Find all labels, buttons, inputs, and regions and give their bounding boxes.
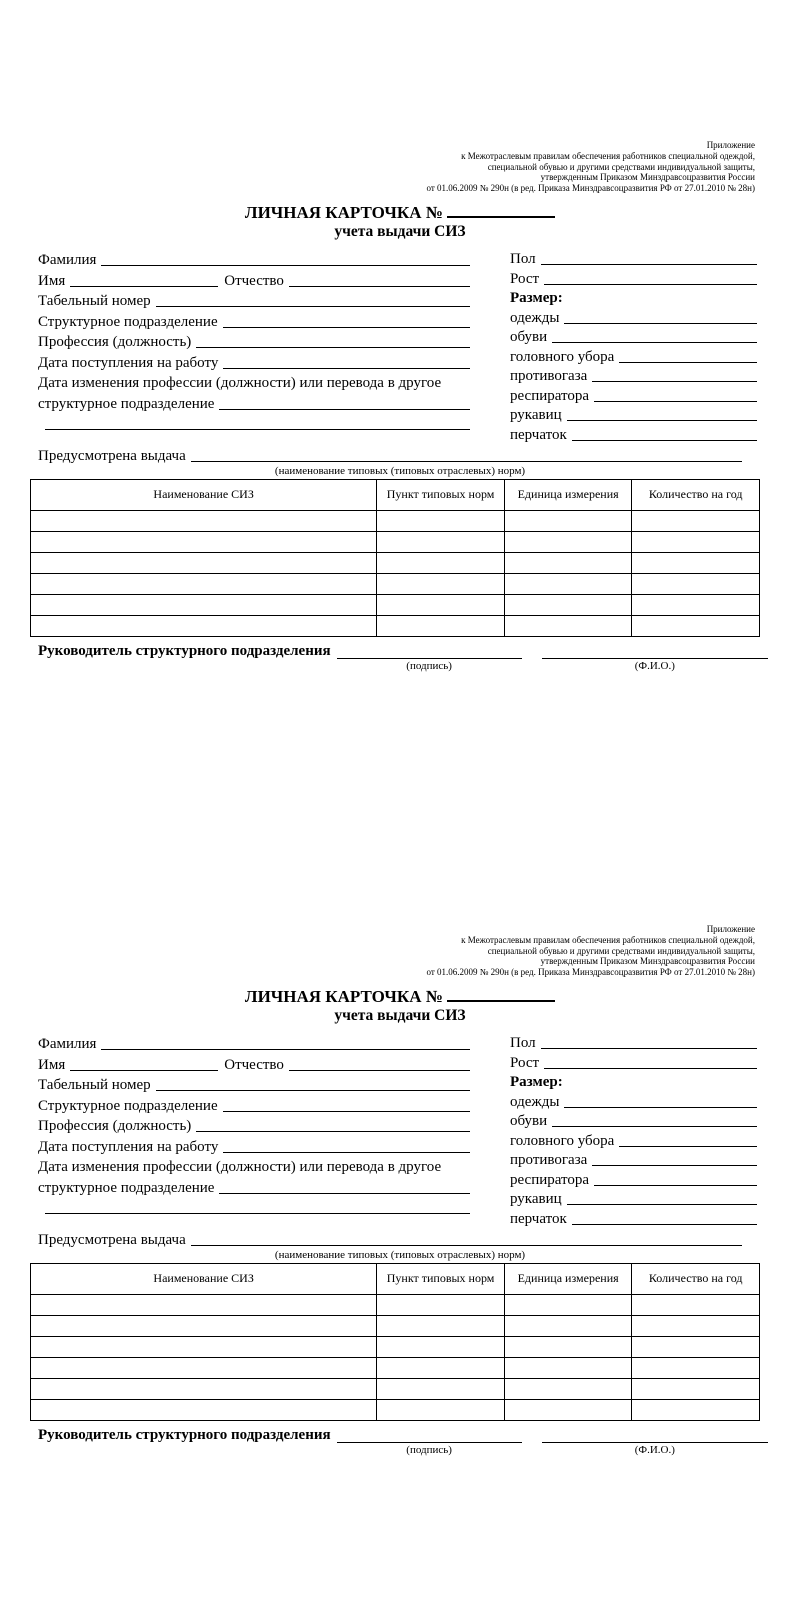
table-row xyxy=(31,1378,760,1399)
headgear-size-blank xyxy=(619,362,757,363)
clothing-size-row xyxy=(510,307,757,327)
size-heading-row xyxy=(510,1072,757,1092)
supervisor-label: Руководитель структурного подразделения xyxy=(38,1426,331,1443)
table-cell xyxy=(31,510,377,531)
continuation-row xyxy=(38,1197,470,1218)
form-title-text: ЛИЧНАЯ КАРТОЧКА № xyxy=(244,986,443,1006)
profession-row xyxy=(38,1115,470,1136)
headgear-size-label: головного убора xyxy=(510,348,615,365)
footwear-size-label: обуви xyxy=(510,329,548,346)
table-row xyxy=(31,1399,760,1420)
table-row xyxy=(31,510,760,531)
table-cell xyxy=(504,552,632,573)
sex-label: Пол xyxy=(510,251,536,268)
annotation-line: к Межотраслевым правилам обеспечения работников специальной одеждой, xyxy=(461,150,755,161)
siz-table xyxy=(30,479,760,637)
signature-blank xyxy=(337,642,522,659)
height-blank xyxy=(544,1068,757,1069)
mittens-size-row xyxy=(510,405,757,425)
size-fields-column xyxy=(510,249,757,444)
gas-mask-size-blank xyxy=(592,381,757,382)
siz-table-header-row xyxy=(31,479,760,510)
change-label-line2: структурное подразделение xyxy=(38,1179,215,1196)
table-cell xyxy=(377,615,505,636)
table-cell xyxy=(504,1294,632,1315)
hire-date-row xyxy=(38,1135,470,1156)
clothing-size-label: одежды xyxy=(510,309,560,326)
table-cell xyxy=(377,1294,505,1315)
respirator-size-blank xyxy=(594,401,757,402)
signature-caption: (подпись) xyxy=(406,1443,452,1456)
form-fields xyxy=(38,1033,757,1228)
employee-fields-column xyxy=(38,249,470,444)
headgear-size-blank xyxy=(619,1146,757,1147)
name-patronymic-row xyxy=(38,269,470,290)
clothing-size-label: одежды xyxy=(510,1093,560,1110)
footwear-size-row xyxy=(510,1111,757,1131)
surname-blank xyxy=(101,1049,470,1050)
personnel-number-label: Табельный номер xyxy=(38,1077,151,1094)
col-header-siz-name: Наименование СИЗ xyxy=(31,479,377,510)
fio-caption: (Ф.И.О.) xyxy=(634,659,675,672)
patronymic-label: Отчество xyxy=(224,1056,284,1073)
fio-column xyxy=(542,642,768,673)
structural-unit-label: Структурное подразделение xyxy=(38,1097,218,1114)
height-row xyxy=(510,268,757,288)
size-fields-column xyxy=(510,1033,757,1228)
signature-blank xyxy=(337,1426,522,1443)
table-cell xyxy=(31,615,377,636)
continuation-blank xyxy=(45,429,470,430)
table-cell xyxy=(31,1378,377,1399)
table-cell xyxy=(377,1315,505,1336)
issue-provision-row xyxy=(38,444,742,465)
fio-blank xyxy=(542,642,768,659)
patronymic-blank xyxy=(289,286,470,287)
surname-row xyxy=(38,1033,470,1054)
fio-blank xyxy=(542,1426,768,1443)
respirator-size-row xyxy=(510,385,757,405)
profession-row xyxy=(38,331,470,352)
change-row-1 xyxy=(38,1156,470,1177)
table-cell xyxy=(31,573,377,594)
supervisor-signature-block xyxy=(38,1426,768,1457)
form-fields xyxy=(38,249,757,444)
structural-unit-blank xyxy=(223,327,470,328)
table-cell xyxy=(377,573,505,594)
sex-blank xyxy=(541,264,757,265)
issue-provision-row xyxy=(38,1228,742,1249)
regulation-annotation xyxy=(150,924,755,978)
patronymic-label: Отчество xyxy=(224,272,284,289)
structural-unit-row xyxy=(38,310,470,331)
table-row xyxy=(31,1357,760,1378)
table-cell xyxy=(504,510,632,531)
col-header-unit: Единица измерения xyxy=(504,479,632,510)
gas-mask-size-blank xyxy=(592,1165,757,1166)
annotation-line: от 01.06.2009 № 290н (в ред. Приказа Минздравсоцразвития РФ от 27.01.2010 № 28н) xyxy=(426,183,755,194)
table-cell xyxy=(504,594,632,615)
gas-mask-size-label: противогаза xyxy=(510,1152,588,1169)
hire-date-row xyxy=(38,351,470,372)
form-subtitle: учета выдачи СИЗ xyxy=(334,222,466,240)
table-cell xyxy=(377,1399,505,1420)
respirator-size-row xyxy=(510,1169,757,1189)
clothing-size-row xyxy=(510,1091,757,1111)
sex-row xyxy=(510,249,757,269)
change-label-line1: Дата изменения профессии (должности) или перевода в другое xyxy=(38,375,442,392)
siz-table-body xyxy=(31,510,760,636)
table-row xyxy=(31,1294,760,1315)
siz-table-body xyxy=(31,1294,760,1420)
sex-blank xyxy=(541,1048,757,1049)
height-label: Рост xyxy=(510,270,540,287)
personnel-number-blank xyxy=(156,1090,470,1091)
table-cell xyxy=(504,615,632,636)
table-cell xyxy=(632,594,760,615)
height-row xyxy=(510,1052,757,1072)
headgear-size-label: головного убора xyxy=(510,1132,615,1149)
gloves-size-row xyxy=(510,1208,757,1228)
siz-personal-card-form xyxy=(0,924,800,1457)
employee-fields-column xyxy=(38,1033,470,1228)
card-number-blank xyxy=(447,999,555,1002)
name-patronymic-row xyxy=(38,1053,470,1074)
headgear-size-row xyxy=(510,346,757,366)
table-cell xyxy=(504,1378,632,1399)
annotation-line: специальной обувью и другими средствами индивидуальной защиты, xyxy=(487,161,755,172)
table-cell xyxy=(31,1357,377,1378)
footwear-size-row xyxy=(510,327,757,347)
surname-label: Фамилия xyxy=(38,1036,97,1053)
table-cell xyxy=(31,1294,377,1315)
hire-date-blank xyxy=(223,1152,470,1153)
signature-column xyxy=(337,642,522,673)
norms-caption: (наименование типовых (типовых отраслевых) норм) xyxy=(274,464,526,477)
fio-caption: (Ф.И.О.) xyxy=(634,1443,675,1456)
gas-mask-size-row xyxy=(510,366,757,386)
personnel-number-row xyxy=(38,1074,470,1095)
table-cell xyxy=(504,1336,632,1357)
table-cell xyxy=(632,531,760,552)
patronymic-blank xyxy=(289,1070,470,1071)
first-name-label: Имя xyxy=(38,1056,66,1073)
change-row-2 xyxy=(38,392,470,413)
form-copy-2 xyxy=(0,924,800,1457)
table-cell xyxy=(377,510,505,531)
table-cell xyxy=(31,552,377,573)
profession-label: Профессия (должность) xyxy=(38,334,192,351)
supervisor-label: Руководитель структурного подразделения xyxy=(38,642,331,659)
sex-row xyxy=(510,1033,757,1053)
table-cell xyxy=(31,1399,377,1420)
table-cell xyxy=(632,552,760,573)
signature-caption: (подпись) xyxy=(406,659,452,672)
table-row xyxy=(31,1336,760,1357)
table-cell xyxy=(504,1399,632,1420)
signature-column xyxy=(337,1426,522,1457)
table-cell xyxy=(31,1315,377,1336)
table-cell xyxy=(377,552,505,573)
headgear-size-row xyxy=(510,1130,757,1150)
table-cell xyxy=(632,615,760,636)
size-heading-label: Размер: xyxy=(510,290,563,307)
mittens-size-blank xyxy=(567,420,757,421)
form-title xyxy=(0,986,800,1007)
table-row xyxy=(31,1315,760,1336)
regulation-annotation xyxy=(150,140,755,194)
size-heading-label: Размер: xyxy=(510,1074,563,1091)
profession-blank xyxy=(196,347,470,348)
col-header-norm-item: Пункт типовых норм xyxy=(377,1263,505,1294)
height-blank xyxy=(544,284,757,285)
fio-column xyxy=(542,1426,768,1457)
structural-unit-label: Структурное подразделение xyxy=(38,313,218,330)
surname-blank xyxy=(101,265,470,266)
annotation-line: Приложение xyxy=(706,923,755,934)
personnel-number-row xyxy=(38,290,470,311)
col-header-siz-name: Наименование СИЗ xyxy=(31,1263,377,1294)
gloves-size-label: перчаток xyxy=(510,426,567,443)
sex-label: Пол xyxy=(510,1035,536,1052)
change-blank xyxy=(219,1193,470,1194)
gas-mask-size-label: противогаза xyxy=(510,368,588,385)
annotation-line: к Межотраслевым правилам обеспечения работников специальной одеждой, xyxy=(461,934,755,945)
table-row xyxy=(31,531,760,552)
first-name-blank xyxy=(70,286,218,287)
table-cell xyxy=(377,531,505,552)
structural-unit-row xyxy=(38,1094,470,1115)
continuation-row xyxy=(38,413,470,434)
change-row-1 xyxy=(38,372,470,393)
table-cell xyxy=(632,1399,760,1420)
annotation-line: утвержденным Приказом Минздравсоцразвития России xyxy=(540,172,755,183)
form-gap xyxy=(0,673,800,924)
hire-date-label: Дата поступления на работу xyxy=(38,354,219,371)
norms-caption: (наименование типовых (типовых отраслевых) норм) xyxy=(274,1248,526,1261)
form-title-text: ЛИЧНАЯ КАРТОЧКА № xyxy=(244,202,443,222)
table-cell xyxy=(632,573,760,594)
profession-label: Профессия (должность) xyxy=(38,1118,192,1135)
table-cell xyxy=(632,1336,760,1357)
issue-provision-blank xyxy=(191,461,742,462)
change-label-line2: структурное подразделение xyxy=(38,395,215,412)
table-cell xyxy=(31,594,377,615)
issue-provision-label: Предусмотрена выдача xyxy=(38,1231,186,1248)
annotation-line: специальной обувью и другими средствами индивидуальной защиты, xyxy=(487,945,755,956)
table-row xyxy=(31,594,760,615)
surname-label: Фамилия xyxy=(38,252,97,269)
hire-date-label: Дата поступления на работу xyxy=(38,1138,219,1155)
table-row xyxy=(31,573,760,594)
change-blank xyxy=(219,409,470,410)
table-cell xyxy=(31,1336,377,1357)
table-cell xyxy=(504,531,632,552)
footwear-size-blank xyxy=(552,1126,757,1127)
siz-table xyxy=(30,1263,760,1421)
annotation-line: Приложение xyxy=(706,140,755,150)
height-label: Рост xyxy=(510,1054,540,1071)
annotation-line: утвержденным Приказом Минздравсоцразвития России xyxy=(540,956,755,967)
annotation-line: от 01.06.2009 № 290н (в ред. Приказа Минздравсоцразвития РФ от 27.01.2010 № 28н) xyxy=(426,967,755,978)
gloves-size-blank xyxy=(572,1224,757,1225)
siz-table-header-row xyxy=(31,1263,760,1294)
profession-blank xyxy=(196,1131,470,1132)
mittens-size-row xyxy=(510,1189,757,1209)
first-name-label: Имя xyxy=(38,272,66,289)
table-cell xyxy=(377,1336,505,1357)
issue-provision-label: Предусмотрена выдача xyxy=(38,447,186,464)
issue-provision-blank xyxy=(191,1245,742,1246)
respirator-size-label: респиратора xyxy=(510,387,590,404)
supervisor-signature-block xyxy=(38,642,768,673)
table-cell xyxy=(504,1357,632,1378)
col-header-norm-item: Пункт типовых норм xyxy=(377,479,505,510)
gloves-size-blank xyxy=(572,440,757,441)
surname-row xyxy=(38,249,470,270)
hire-date-blank xyxy=(223,368,470,369)
change-row-2 xyxy=(38,1176,470,1197)
col-header-qty-per-year: Количество на год xyxy=(632,1263,760,1294)
size-heading-row xyxy=(510,288,757,308)
table-cell xyxy=(632,510,760,531)
table-cell xyxy=(632,1357,760,1378)
personnel-number-blank xyxy=(156,306,470,307)
siz-personal-card-form xyxy=(0,140,800,673)
table-cell xyxy=(377,594,505,615)
table-cell xyxy=(504,573,632,594)
continuation-blank xyxy=(45,1213,470,1214)
form-subtitle: учета выдачи СИЗ xyxy=(334,1006,466,1024)
table-row xyxy=(31,615,760,636)
table-cell xyxy=(31,531,377,552)
table-cell xyxy=(377,1357,505,1378)
card-number-blank xyxy=(447,215,555,218)
change-label-line1: Дата изменения профессии (должности) или перевода в другое xyxy=(38,1159,442,1176)
table-cell xyxy=(377,1378,505,1399)
clothing-size-blank xyxy=(564,323,757,324)
table-row xyxy=(31,552,760,573)
structural-unit-blank xyxy=(223,1111,470,1112)
table-cell xyxy=(632,1315,760,1336)
footwear-size-blank xyxy=(552,342,757,343)
mittens-size-label: рукавиц xyxy=(510,407,562,424)
mittens-size-label: рукавиц xyxy=(510,1191,562,1208)
form-copy-1 xyxy=(0,140,800,673)
footwear-size-label: обуви xyxy=(510,1113,548,1130)
gloves-size-label: перчаток xyxy=(510,1210,567,1227)
gloves-size-row xyxy=(510,424,757,444)
form-title xyxy=(0,202,800,223)
respirator-size-label: респиратора xyxy=(510,1171,590,1188)
col-header-unit: Единица измерения xyxy=(504,1263,632,1294)
first-name-blank xyxy=(70,1070,218,1071)
clothing-size-blank xyxy=(564,1107,757,1108)
gas-mask-size-row xyxy=(510,1150,757,1170)
respirator-size-blank xyxy=(594,1185,757,1186)
personnel-number-label: Табельный номер xyxy=(38,293,151,310)
table-cell xyxy=(504,1315,632,1336)
table-cell xyxy=(632,1378,760,1399)
table-cell xyxy=(632,1294,760,1315)
col-header-qty-per-year: Количество на год xyxy=(632,479,760,510)
mittens-size-blank xyxy=(567,1204,757,1205)
